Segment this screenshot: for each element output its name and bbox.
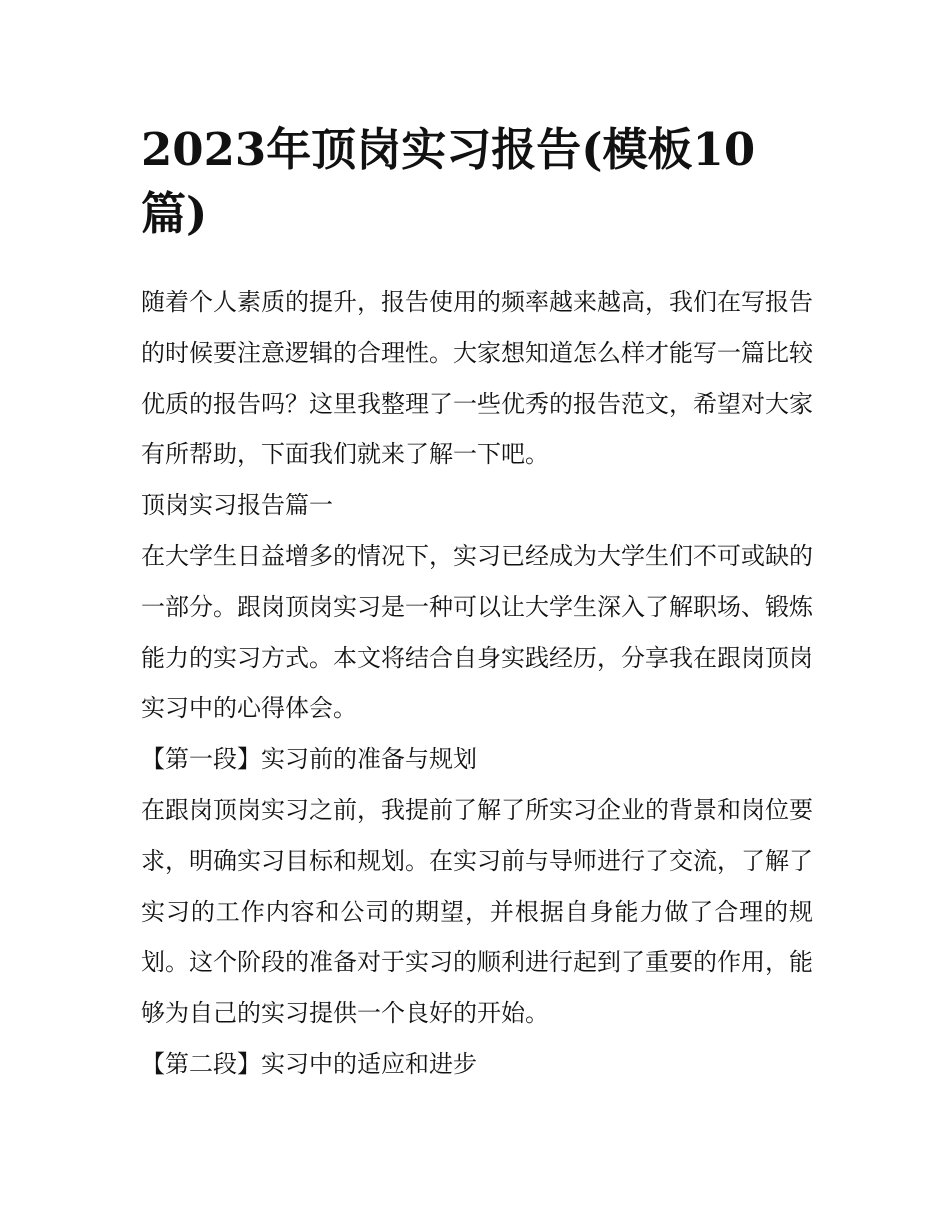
- document-body: [141, 277, 813, 1090]
- part-one-paragraph: 在大学生日益增多的情况下，实习已经成为大学生们不可或缺的一部分。跟岗顶岗实习是一种可以让大学生深入了解职场、锻炼能力的实习方式。本文将结合自身实践经历，分享我在跟岗顶岗实习中的心得体会。: [141, 541, 813, 723]
- first-section-paragraph: 在跟岗顶岗实习之前，我提前了解了所实习企业的背景和岗位要求，明确实习目标和规划。在实习前与导师进行了交流，了解了实习的工作内容和公司的期望，并根据自身能力做了合理的规划。这个阶段的准备对于实习的顺利进行起到了重要的作用，能够为自己的实习提供一个良好的开始。: [141, 795, 813, 1028]
- section-heading-part-one: 顶岗实习报告篇一: [141, 491, 333, 520]
- section-heading-second: 【第二段】实习中的适应和进步: [141, 1049, 477, 1078]
- document-title: 2023年顶岗实习报告(模板10篇): [141, 123, 756, 240]
- section-heading-first: 【第一段】实习前的准备与规划: [141, 745, 477, 774]
- intro-paragraph: 随着个人素质的提升，报告使用的频率越来越高，我们在写报告的时候要注意逻辑的合理性。大家想知道怎么样才能写一篇比较优质的报告吗？这里我整理了一些优秀的报告范文，希望对大家有所帮助，下面我们就来了解一下吧。: [141, 288, 813, 469]
- document-content: [141, 118, 813, 1090]
